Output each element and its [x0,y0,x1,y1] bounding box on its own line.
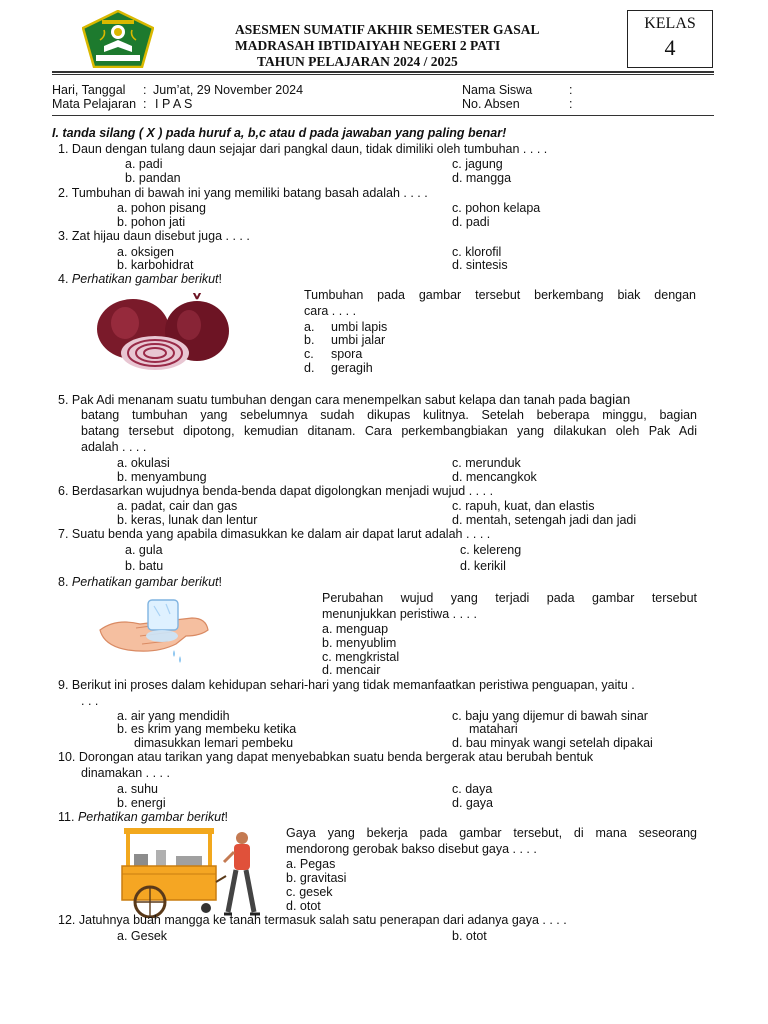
question-number: 8. [58,575,69,589]
header-divider-thin [52,74,714,75]
question-text-3: batang tersebut dipotong, kemudian ditanam. Cara perkembangbiakan yang dilakukan oleh Pak Adi [81,424,697,438]
option-b[interactable]: b. otot [452,929,487,943]
side-text-line-2: menunjukkan peristiwa . . . . [322,607,477,621]
option-b[interactable]: b. pohon jati [117,215,186,229]
name-colon: : [569,83,573,97]
option-a[interactable]: a. air yang mendidih [117,709,230,723]
question-number: 3. [58,229,69,243]
option-c-cont[interactable]: matahari [469,722,518,736]
side-text-line-1: Gaya yang bekerja pada gambar tersebut, di mana seseorang [286,826,697,840]
subject-colon: : [143,97,147,111]
melting-ice-image [96,594,214,672]
question-text: Suatu benda yang apabila dimasukkan ke dalam air dapat larut adalah . . . . [71,527,491,541]
question-text: Daun dengan tulang daun sejajar dari pangkal daun, tidak dimiliki oleh tumbuhan . . . . [71,142,548,156]
exclamation: ! [218,272,223,286]
question-number: 5. [58,393,69,407]
option-d[interactable]: d. kerikil [460,559,506,573]
bakso-cart-image [120,826,270,918]
option-c[interactable]: c. pohon kelapa [452,201,541,215]
option-a[interactable]: a. gula [125,543,163,557]
option-d[interactable]: d. bau minyak wangi setelah dipakai [452,736,653,750]
option-c[interactable]: c. daya [452,782,493,796]
question-number: 6. [58,484,69,498]
exclamation: ! [218,575,223,589]
question-text-1: Dorongan atau tarikan yang dapat menyebabkan suatu benda bergerak atau berubah bentuk [78,750,594,764]
option-d[interactable]: d. gaya [452,796,494,810]
question-text: Perhatikan gambar berikut [71,575,219,589]
date-colon: : [143,83,147,97]
info-divider [52,115,714,116]
option-a[interactable]: a. padat, cair dan gas [117,499,238,513]
side-text-line-1: Tumbuhan pada gambar tersebut berkembang biak dengan [304,288,696,302]
option-a[interactable]: a. Gesek [117,929,168,943]
question-number: 1. [58,142,69,156]
question-number: 10. [58,750,76,764]
option-a-letter: a. [304,320,315,334]
option-d[interactable]: geragih [331,361,373,375]
option-d[interactable]: d. otot [286,899,321,913]
option-b[interactable]: b. es krim yang membeku ketika [117,722,297,736]
option-c[interactable]: c. kelereng [460,543,522,557]
option-b[interactable]: b. gravitasi [286,871,347,885]
side-text-line-2: mendorong gerobak bakso disebut gaya . . . . [286,842,537,856]
option-d[interactable]: d. mencangkok [452,470,537,484]
question-text-2: . . . [81,694,99,708]
option-b[interactable]: b. energi [117,796,166,810]
question-text-1b: bagian [589,392,631,407]
question-number: 11. [58,810,75,824]
question-number: 9. [58,678,69,692]
option-b[interactable]: umbi jalar [331,333,386,347]
question-text-4: adalah . . . . [81,440,147,454]
option-a[interactable]: a. menguap [322,622,389,636]
option-a[interactable]: a. pohon pisang [117,201,206,215]
option-a[interactable]: a. suhu [117,782,159,796]
question-text-2: dinamakan . . . . [81,766,170,780]
option-d[interactable]: d. mangga [452,171,512,185]
question-number: 4. [58,272,69,286]
side-text-line-1: Perubahan wujud yang terjadi pada gambar tersebut [322,591,697,605]
date-value: Jum’at, 29 November 2024 [153,83,304,97]
date-label: Hari, Tanggal [52,83,126,97]
question-number: 2. [58,186,69,200]
question-number: 12. [58,913,76,927]
option-b[interactable]: b. menyambung [117,470,207,484]
option-d[interactable]: d. sintesis [452,258,508,272]
question-text: Zat hijau daun disebut juga . . . . [71,229,250,243]
option-b[interactable]: b. pandan [125,171,181,185]
question-text: Berdasarkan wujudnya benda-benda dapat digolongkan menjadi wujud . . . . [71,484,494,498]
option-c[interactable]: c. rapuh, kuat, dan elastis [452,499,595,513]
question-number: 7. [58,527,69,541]
question-text-1: Pak Adi menanam suatu tumbuhan dengan cara menempelkan sabut kelapa dan tanah pada [71,393,590,407]
option-b[interactable]: b. menyublim [322,636,397,650]
subject-value: I P A S [155,97,193,111]
instruction: I. tanda silang ( X ) pada huruf a, b,c atau d pada jawaban yang paling benar! [52,126,507,140]
absen-label: No. Absen [462,97,520,111]
option-d[interactable]: d. padi [452,215,490,229]
header-divider [52,71,714,73]
question-text-1: Berikut ini proses dalam kehidupan sehari-hari yang tidak memanfaatkan peristiwa penguapan, yaitu . [71,678,635,692]
absen-colon: : [569,97,573,111]
option-d[interactable]: d. mentah, setengah jadi dan jadi [452,513,637,527]
kelas-label: KELAS [644,15,696,32]
option-b-cont[interactable]: dimasukkan lemari pembeku [134,736,294,750]
option-c[interactable]: c. klorofil [452,245,502,259]
question-text: Tumbuhan di bawah ini yang memiliki batang basah adalah . . . . [71,186,428,200]
option-c-letter: c. [304,347,314,361]
option-c[interactable]: c. baju yang dijemur di bawah sinar [452,709,648,723]
option-c[interactable]: c. mengkristal [322,650,400,664]
kelas-value: 4 [664,35,676,60]
exclamation: ! [224,810,229,824]
option-b[interactable]: b. karbohidrat [117,258,194,272]
kelas-box [627,10,713,68]
option-a[interactable]: a. padi [125,157,163,171]
option-a[interactable]: a. Pegas [286,857,336,871]
question-text: Perhatikan gambar berikut [71,272,219,286]
question-text: Perhatikan gambar berikut [77,810,225,824]
option-d-letter: d. [304,361,315,375]
option-c[interactable]: c. jagung [452,157,503,171]
option-a[interactable]: umbi lapis [331,320,388,334]
option-b-letter: b. [304,333,315,347]
option-c[interactable]: spora [331,347,363,361]
title-line-3: TAHUN PELAJARAN 2024 / 2025 [257,54,458,69]
title-line-1: ASESMEN SUMATIF AKHIR SEMESTER GASAL [235,22,540,37]
option-b[interactable]: b. keras, lunak dan lentur [117,513,258,527]
option-a[interactable]: a. oksigen [117,245,174,259]
side-text-line-2: cara . . . . [304,304,357,318]
name-label: Nama Siswa [462,83,533,97]
onion-image [93,293,235,371]
option-d[interactable]: d. mencair [322,663,381,677]
question-text-2: batang tumbuhan yang sebelumnya sudah dikupas kulitnya. Setelah beberapa minggu, bagian [81,408,697,422]
subject-label: Mata Pelajaran [52,97,137,111]
option-b[interactable]: b. batu [125,559,164,573]
option-c[interactable]: c. gesek [286,885,333,899]
kemenag-logo [82,10,154,68]
option-c[interactable]: c. merunduk [452,456,521,470]
title-line-2: MADRASAH IBTIDAIYAH NEGERI 2 PATI [235,38,501,53]
option-a[interactable]: a. okulasi [117,456,170,470]
question-text: Jatuhnya buah mangga ke tanah termasuk salah satu penerapan dari adanya gaya . . . . [78,913,567,927]
